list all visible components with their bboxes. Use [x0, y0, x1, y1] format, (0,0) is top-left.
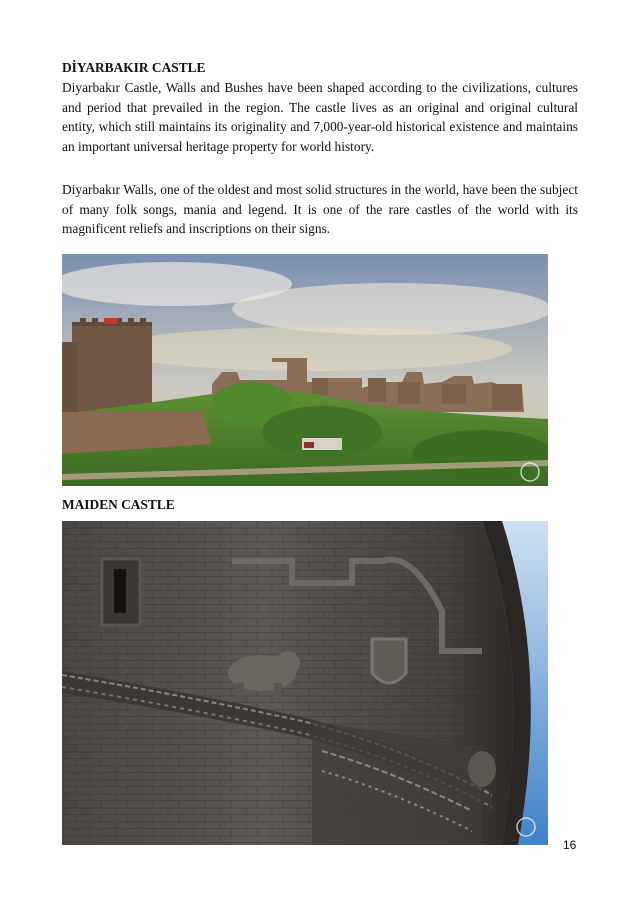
castle-walls-photo	[62, 254, 548, 486]
section-title: DİYARBAKIR CASTLE	[62, 60, 206, 75]
page-number: 16	[563, 838, 577, 852]
paragraph-1: Diyarbakır Castle, Walls and Bushes have been shaped according to the civilizations, cultures and period that prevailed in the region. The castle lives as an original and original cultural entity, which still maintains its originality and 7,000-year-old historical existence and maintains an important universal heritage property for world history.	[62, 80, 578, 154]
paragraph-2: Diyarbakır Walls, one of the oldest and most solid structures in the world, have been the subject of many folk songs, mania and legend. It is one of the rare castles of the world with its magnificent reliefs and inscriptions on their signs.	[62, 182, 578, 237]
maiden-castle-photo	[62, 521, 548, 845]
section-title: MAIDEN CASTLE	[62, 497, 175, 512]
